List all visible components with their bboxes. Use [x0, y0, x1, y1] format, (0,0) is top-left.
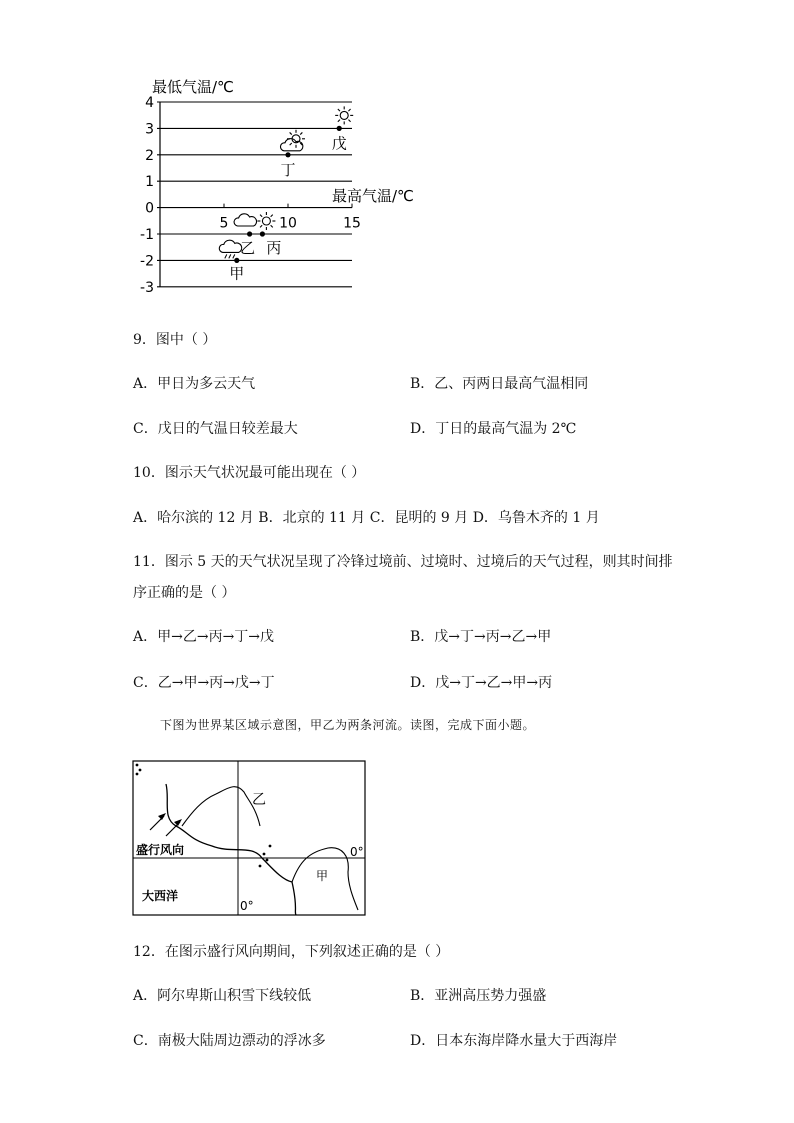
y-tick-label: -2	[140, 253, 154, 270]
y-tick-label: 1	[145, 174, 154, 191]
q12-option-a: A．阿尔卑斯山积雪下线较低	[133, 988, 312, 1004]
q11-option-a: A．甲→乙→丙→丁→戊	[133, 629, 275, 645]
island-dot	[263, 853, 266, 856]
cloud-icon	[219, 240, 241, 252]
q9-option-d: D．丁日的最高气温为 2℃	[410, 421, 577, 437]
x-axis-label: 最高气温/℃	[332, 187, 414, 205]
y-tick-label: 2	[145, 147, 154, 164]
point-label: 丁	[280, 160, 296, 179]
q11-option-c: C．乙→甲→丙→戊→丁	[133, 675, 275, 691]
region-map	[132, 760, 366, 916]
point-label: 甲	[229, 264, 245, 283]
q9-option-a: A．甲日为多云天气	[133, 376, 256, 392]
sun-ray	[338, 120, 340, 122]
sun-icon	[340, 111, 348, 119]
coastline	[166, 784, 296, 915]
q9-stem: 9．图中（ ）	[133, 332, 217, 348]
sun-ray	[260, 225, 262, 227]
island-dot	[139, 769, 142, 772]
y-axis-label: 最低气温/℃	[152, 78, 234, 96]
island-dot	[136, 764, 139, 767]
cloud-icon	[234, 214, 256, 226]
rain-drop	[233, 254, 235, 258]
q12-option-c: C．南极大陆周边漂动的浮冰多	[133, 1033, 326, 1049]
river-jia-label: 甲	[316, 869, 329, 883]
q11-stem-line2: 序正确的是（ ）	[133, 585, 236, 601]
q10-stem: 10．图示天气状况最可能出现在（ ）	[133, 465, 366, 481]
y-tick-label: -3	[140, 279, 154, 296]
point-戊	[332, 106, 354, 152]
q9-option-b: B．乙、丙两日最高气温相同	[410, 376, 589, 392]
q12-option-d: D．日本东海岸降水量大于西海岸	[410, 1033, 618, 1049]
sun-ray	[271, 215, 273, 217]
wind-arrow-head	[158, 813, 166, 820]
q11-option-d: D．戊→丁→乙→甲→丙	[410, 675, 553, 691]
river-yi-label: 乙	[252, 792, 266, 808]
y-tick-label: 0	[145, 200, 154, 217]
sun-ray	[348, 109, 350, 111]
sun-ray	[271, 225, 273, 227]
data-point-dot	[247, 231, 252, 236]
rain-drop	[225, 254, 227, 258]
meridian-label: 0°	[240, 899, 254, 913]
temperature-scatter-chart	[138, 76, 438, 296]
point-label: 乙	[240, 239, 256, 257]
y-tick-label: -1	[140, 227, 154, 243]
q11-stem-line1: 11．图示 5 天的天气状况呈现了冷锋过境前、过境时、过境后的天气过程，则其时间排	[133, 554, 673, 570]
ocean-label: 大西洋	[142, 889, 179, 903]
island-dot	[136, 773, 139, 776]
y-tick-label: 3	[145, 121, 154, 138]
island-dot	[269, 845, 272, 848]
sun-ray	[300, 132, 302, 134]
data-point-dot	[337, 126, 342, 131]
q10-options: A．哈尔滨的 12 月 B．北京的 11 月 C．昆明的 9 月 D．乌鲁木齐的 1 月	[133, 510, 600, 526]
grid-lines	[157, 102, 352, 287]
island-dot	[259, 865, 262, 868]
y-tick-label: 4	[145, 95, 154, 111]
point-label: 戊	[331, 134, 347, 153]
x-tick-label: 5	[219, 215, 229, 232]
wind-label: 盛行风向	[136, 843, 185, 857]
y-tick-labels	[140, 95, 154, 296]
data-point-dot	[285, 152, 290, 157]
point-label: 丙	[266, 239, 282, 257]
x-tick-label: 10	[279, 215, 297, 232]
data-point-dot	[234, 258, 239, 263]
map-intro-text: 下图为世界某区域示意图，甲乙为两条河流。读图，完成下面小题。	[160, 718, 536, 732]
q12-option-b: B．亚洲高压势力强盛	[410, 988, 547, 1004]
q11-option-b: B．戊→丁→丙→乙→甲	[410, 629, 552, 645]
equator-label: 0°	[350, 845, 364, 859]
rain-drop	[229, 254, 231, 258]
island-dot	[266, 859, 269, 862]
sun-icon	[262, 217, 270, 225]
sun-ray	[348, 120, 350, 122]
data-point-dot	[260, 231, 265, 236]
point-乙	[234, 214, 256, 257]
sun-ray	[260, 215, 262, 217]
q12-stem: 12．在图示盛行风向期间，下列叙述正确的是（ ）	[133, 944, 450, 960]
sun-ray	[290, 132, 292, 134]
q9-option-c: C．戊日的气温日较差最大	[133, 421, 298, 437]
river-yi	[182, 787, 260, 826]
sun-ray	[290, 143, 292, 145]
sun-ray	[338, 109, 340, 111]
x-tick-label: 15	[343, 215, 361, 232]
